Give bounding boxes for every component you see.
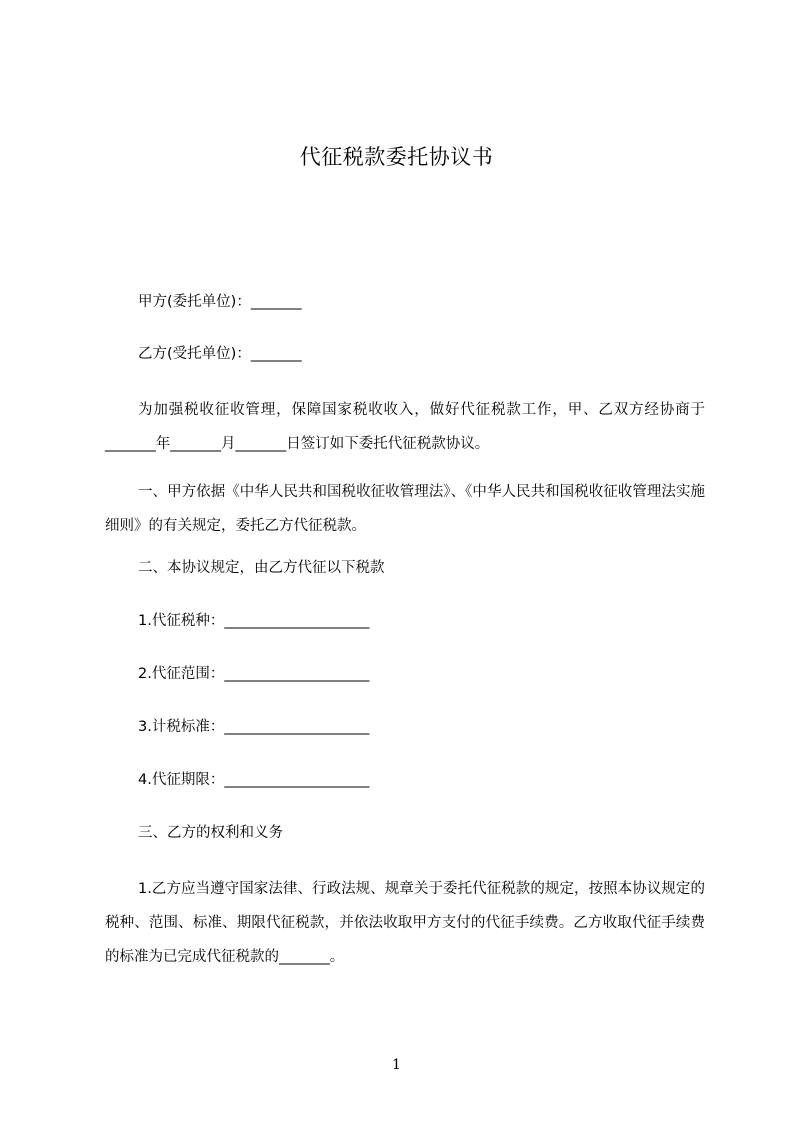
party-a-line: 甲方(委托单位)：_______ [138,294,302,310]
clause-1-paragraph: 一、甲方依据《中华人民共和国税收征收管理法》、《中华人民共和国税收征收管理法实施细则》的有关规定，委托乙方代征税款。 [105,484,705,534]
clause-2-item-scope: 2.代征范围：____________________ [138,666,370,682]
clause-2-item-tax-type: 1.代征税种：____________________ [138,613,370,629]
clause-2-heading: 二、本协议规定，由乙方代征以下税款 [138,560,385,576]
page-number: 1 [392,1057,401,1073]
intro-paragraph: 为加强税收征收管理，保障国家税收收入，做好代征税款工作，甲、乙双方经协商于_______年_______月_______日签订如下委托代征税款协议。 [105,402,705,452]
clause-2-item-standard: 3.计税标准：____________________ [138,719,370,735]
document-title: 代征税款委托协议书 [299,145,494,169]
party-b-line: 乙方(受托单位)：_______ [138,346,302,362]
clause-3-item-1-paragraph: 1.乙方应当遵守国家法律、行政法规、规章关于委托代征税款的规定，按照本协议规定的税种、范围、标准、期限代征税款，并依法收取甲方支付的代征手续费。乙方收取代征手续费的标准为已完成代征税款的_______。 [105,881,705,965]
clause-2-item-period: 4.代征期限：____________________ [138,772,370,788]
clause-3-heading: 三、乙方的权利和义务 [138,825,283,841]
